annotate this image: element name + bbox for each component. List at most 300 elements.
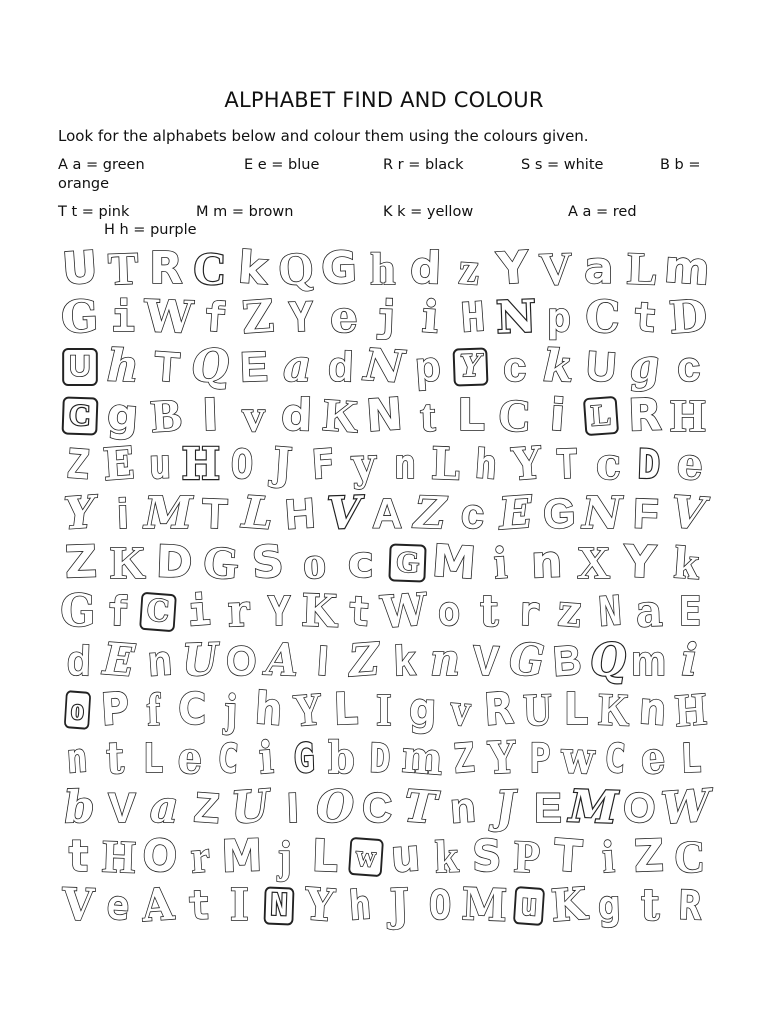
letter-glyph: O <box>315 781 354 833</box>
letter-cell <box>262 437 303 491</box>
letter-cell <box>280 293 323 342</box>
letter-glyph: C <box>192 241 227 295</box>
letter-cell <box>469 587 509 636</box>
letter-cell <box>629 829 670 883</box>
letter-cell <box>460 878 509 932</box>
letter-cell <box>99 829 140 883</box>
letter-glyph: b <box>63 780 96 834</box>
letter-cell <box>629 440 670 489</box>
letter-glyph: h <box>106 339 140 393</box>
letter-cell <box>232 342 275 391</box>
letter-glyph: d <box>327 342 355 390</box>
letter-glyph: k <box>236 241 270 295</box>
letter-cell <box>548 829 589 883</box>
letter-glyph: j <box>374 294 400 341</box>
letter-glyph: b <box>328 732 356 784</box>
letter-cell <box>426 832 467 881</box>
letter-cell <box>441 783 484 832</box>
letter-glyph: Q <box>189 339 231 393</box>
letter-row <box>58 583 710 639</box>
letter-glyph: Q <box>589 633 627 687</box>
letter-cell <box>345 832 386 881</box>
letter-glyph: K <box>597 682 631 736</box>
letter-cell <box>662 240 712 296</box>
letter-cell <box>99 633 140 687</box>
letter-cell <box>98 881 138 930</box>
letter-cell <box>509 881 549 930</box>
letter-cell <box>672 682 710 736</box>
letter-glyph: T <box>152 341 181 391</box>
letter-row <box>58 730 710 786</box>
key-b-label: B b = <box>660 157 701 173</box>
letter-cell <box>538 293 581 342</box>
letter-grid <box>58 240 712 934</box>
letter-cell <box>275 342 318 391</box>
letter-glyph: c <box>675 342 701 390</box>
letter-glyph: p <box>413 341 442 391</box>
letter-glyph: F <box>631 489 659 537</box>
letter-glyph: D <box>636 441 661 488</box>
letter-glyph: n <box>393 441 416 488</box>
letter-row <box>58 535 710 589</box>
letter-cell <box>262 633 303 687</box>
letter-cell <box>624 489 667 538</box>
letter-glyph: J <box>389 879 411 931</box>
letter-cell <box>536 391 579 440</box>
letter-row <box>58 388 710 442</box>
key-a-green: A a = green <box>58 157 145 173</box>
letter-glyph: r <box>188 829 212 883</box>
letter-cell <box>524 535 571 589</box>
letter-glyph: g <box>627 339 662 393</box>
letter-cell <box>477 538 524 587</box>
letter-cell <box>99 437 140 491</box>
letter-glyph: Q <box>276 241 316 295</box>
letter-glyph: G <box>388 543 427 582</box>
letter-cell <box>549 878 589 932</box>
letter-cell <box>425 437 466 491</box>
letter-glyph: T <box>106 241 139 295</box>
letter-glyph: J <box>271 437 295 491</box>
letter-glyph: L <box>457 389 485 441</box>
letter-glyph: N <box>264 886 295 925</box>
letter-cell <box>58 290 101 344</box>
letter-cell <box>231 241 274 295</box>
letter-row <box>58 779 712 835</box>
letter-glyph: M <box>220 829 264 883</box>
letter-glyph: v <box>242 389 265 441</box>
letter-cell <box>319 342 362 391</box>
letter-glyph: Y <box>487 731 517 785</box>
letter-glyph: c <box>595 438 621 490</box>
key-h-purple: H h = purple <box>104 222 197 238</box>
letter-glyph: W <box>379 583 429 639</box>
letter-glyph: m <box>400 730 444 786</box>
letter-glyph: t <box>346 587 372 636</box>
letter-cell <box>664 535 711 589</box>
letter-cell <box>314 783 357 832</box>
letter-cell <box>521 734 559 783</box>
letter-glyph: K <box>321 388 361 442</box>
letter-cell <box>365 489 408 538</box>
letter-cell <box>484 783 527 832</box>
letter-cell <box>327 685 365 734</box>
letter-cell <box>406 342 449 391</box>
letter-cell <box>194 293 237 342</box>
letter-cell <box>557 685 595 734</box>
letter-glyph: T <box>552 829 584 883</box>
letter-glyph: Y <box>510 437 543 491</box>
letter-glyph: J <box>494 781 517 833</box>
letter-cell <box>445 734 483 783</box>
letter-glyph: a <box>282 340 312 392</box>
letter-cell <box>58 486 101 540</box>
letter-cell <box>670 881 710 930</box>
letter-glyph: L <box>583 395 619 435</box>
letter-glyph: d <box>280 388 314 442</box>
letter-cell <box>247 731 285 785</box>
letter-glyph: B <box>551 635 583 685</box>
letter-cell <box>180 440 222 489</box>
letter-glyph: h <box>253 682 285 736</box>
letter-glyph: p <box>547 294 572 341</box>
key-t-pink: T t = pink <box>58 204 130 220</box>
letter-glyph: c <box>502 342 526 390</box>
letter-glyph: K <box>300 584 338 638</box>
letter-glyph: h <box>346 881 373 930</box>
letter-cell <box>101 339 144 393</box>
letter-glyph: m <box>631 636 667 684</box>
letter-glyph: f <box>106 588 131 635</box>
letter-cell <box>420 881 460 930</box>
letter-row <box>58 290 710 344</box>
key-m-brown: M m = brown <box>196 204 294 220</box>
letter-cell <box>228 780 271 834</box>
letter-cell <box>507 832 548 881</box>
letter-glyph: E <box>101 437 137 491</box>
letter-glyph: L <box>332 683 359 735</box>
letter-cell <box>303 440 344 489</box>
letter-cell <box>58 734 96 783</box>
letter-cell <box>506 633 547 687</box>
letter-cell <box>495 290 538 344</box>
letter-glyph: L <box>240 486 275 540</box>
letter-cell <box>509 587 549 636</box>
letter-glyph: I <box>229 879 249 931</box>
letter-cell <box>101 241 144 295</box>
letter-cell <box>339 587 379 636</box>
letter-glyph: t <box>418 389 436 441</box>
letter-cell <box>538 489 581 538</box>
letter-cell <box>480 682 518 736</box>
letter-cell <box>580 342 623 391</box>
letter-cell <box>366 293 409 342</box>
letter-glyph: E <box>534 783 562 831</box>
letter-cell <box>547 636 588 685</box>
letter-cell <box>259 587 299 636</box>
letter-cell <box>466 636 507 685</box>
letter-cell <box>384 440 425 489</box>
letter-cell <box>186 783 229 832</box>
letter-cell <box>285 734 323 783</box>
letter-cell <box>568 780 619 834</box>
letter-glyph: E <box>497 486 535 540</box>
letter-glyph: e <box>105 881 131 930</box>
key-k-yellow: K k = yellow <box>383 204 474 220</box>
letter-cell <box>406 391 449 440</box>
key-b-orange-wrap: orange <box>58 176 110 192</box>
letter-glyph: Y <box>495 241 531 295</box>
letter-glyph: t <box>632 293 659 342</box>
letter-glyph: Y <box>291 682 324 736</box>
letter-glyph: L <box>563 683 589 735</box>
key-a-red: A a = red <box>568 204 637 220</box>
letter-cell <box>193 489 236 538</box>
letter-cell <box>138 878 178 932</box>
letter-cell <box>337 538 384 587</box>
letter-glyph: M <box>430 535 478 589</box>
letter-cell <box>449 342 492 391</box>
letter-cell <box>667 486 710 540</box>
letter-glyph: t <box>105 732 125 784</box>
letter-glyph: i <box>185 587 212 636</box>
letter-glyph: U <box>522 682 553 736</box>
letter-cell <box>101 783 144 832</box>
letter-glyph: c <box>459 488 487 538</box>
letter-cell <box>547 440 588 489</box>
letter-glyph: k <box>392 636 416 684</box>
letter-glyph: M <box>568 780 619 834</box>
letter-glyph: Z <box>192 782 222 832</box>
letter-glyph: U <box>181 633 220 687</box>
letter-glyph: N <box>596 587 623 636</box>
letter-glyph: Y <box>288 294 314 341</box>
letter-cell <box>145 388 188 442</box>
letter-cell <box>589 587 629 636</box>
letter-glyph: V <box>538 241 574 295</box>
letter-cell <box>188 391 231 440</box>
letter-cell <box>362 339 406 393</box>
letter-cell <box>344 440 385 489</box>
letter-glyph: j <box>223 683 239 735</box>
letter-glyph: N <box>364 388 404 442</box>
letter-cell <box>670 587 710 636</box>
letter-glyph: a <box>149 781 180 833</box>
letter-glyph: G <box>201 535 241 589</box>
letter-cell <box>429 587 469 636</box>
letter-glyph: P <box>529 735 551 782</box>
letter-glyph: T <box>200 489 228 537</box>
letter-cell <box>588 633 629 687</box>
key-e-blue: E e = blue <box>244 157 320 173</box>
letter-cell <box>340 881 380 930</box>
letter-glyph: u <box>147 441 172 488</box>
letter-cell <box>323 293 366 342</box>
letter-cell <box>134 734 172 783</box>
letter-glyph: G <box>507 633 546 687</box>
letter-cell <box>188 339 231 393</box>
letter-cell <box>451 489 494 538</box>
letter-cell <box>259 881 299 930</box>
letter-cell <box>659 779 712 835</box>
letter-cell <box>403 682 441 736</box>
letter-cell <box>222 440 263 489</box>
letter-cell <box>365 685 403 734</box>
letter-glyph: W <box>143 290 195 344</box>
letter-cell <box>527 783 570 832</box>
letter-glyph: n <box>65 734 89 783</box>
letter-cell <box>467 832 508 881</box>
letter-cell <box>379 583 429 639</box>
letter-cell <box>633 682 671 736</box>
letter-cell <box>180 829 221 883</box>
letter-row <box>58 682 710 736</box>
letter-cell <box>623 388 666 442</box>
letter-cell <box>322 486 365 540</box>
letter-cell <box>323 734 361 783</box>
letter-glyph: N <box>362 339 406 393</box>
instruction-text: Look for the alphabets below and colour them using the colours given. <box>58 127 589 145</box>
letter-cell <box>448 241 491 295</box>
letter-cell <box>58 878 98 932</box>
letter-glyph: I <box>315 636 330 684</box>
letter-cell <box>409 290 452 344</box>
letter-cell <box>493 342 536 391</box>
letter-cell <box>452 293 495 342</box>
letter-glyph: i <box>116 489 130 537</box>
letter-glyph: O <box>140 829 179 883</box>
letter-cell <box>491 241 534 295</box>
letter-glyph: C <box>584 290 621 344</box>
letter-cell <box>667 342 710 391</box>
letter-cell <box>250 682 288 736</box>
letter-cell <box>96 734 134 783</box>
letter-glyph: i <box>110 294 135 341</box>
letter-glyph: R <box>677 882 702 929</box>
letter-cell <box>58 587 98 636</box>
letter-cell <box>618 783 661 832</box>
letter-glyph: E <box>678 588 702 635</box>
letter-glyph: R <box>149 242 184 294</box>
letter-glyph: L <box>430 437 461 491</box>
letter-glyph: g <box>407 682 437 736</box>
letter-glyph: c <box>347 536 374 588</box>
letter-cell <box>143 783 186 832</box>
letter-cell <box>384 636 425 685</box>
letter-glyph: d <box>65 636 92 684</box>
letter-cell <box>58 241 101 295</box>
letter-glyph: Z <box>347 633 381 687</box>
letter-cell <box>101 388 144 442</box>
letter-cell <box>630 587 670 636</box>
letter-glyph: H <box>670 389 707 441</box>
letter-cell <box>211 685 249 734</box>
letter-glyph: G <box>292 735 316 782</box>
letter-cell <box>145 244 188 293</box>
letter-cell <box>188 241 231 295</box>
letter-glyph: n <box>530 535 564 589</box>
letter-glyph: Z <box>65 440 92 489</box>
letter-glyph: R <box>627 388 663 442</box>
letter-glyph: C <box>61 396 98 435</box>
letter-cell <box>493 388 536 442</box>
letter-glyph: D <box>368 735 391 782</box>
letter-cell <box>220 829 264 883</box>
letter-cell <box>589 881 629 930</box>
letter-glyph: V <box>325 486 362 540</box>
letter-cell <box>386 829 427 883</box>
letter-glyph: U <box>228 780 271 834</box>
letter-glyph: k <box>433 830 460 882</box>
letter-glyph: u <box>389 829 423 883</box>
letter-glyph: m <box>662 240 712 296</box>
letter-glyph: Z <box>452 734 476 783</box>
letter-cell <box>58 342 101 391</box>
letter-cell <box>58 832 99 881</box>
letter-glyph: C <box>603 734 628 783</box>
letter-glyph: H <box>181 438 221 490</box>
letter-glyph: d <box>409 241 443 295</box>
letter-glyph: R <box>482 682 516 736</box>
letter-glyph: W <box>659 779 712 835</box>
letter-cell <box>58 636 99 685</box>
letter-cell <box>343 633 384 687</box>
letter-cell <box>559 731 597 785</box>
letter-cell <box>597 734 635 783</box>
letter-glyph: y <box>351 438 377 490</box>
letter-glyph: w <box>348 836 384 876</box>
letter-glyph: t <box>68 830 89 882</box>
letter-cell <box>209 734 247 783</box>
letter-cell <box>361 734 399 783</box>
letter-glyph: G <box>60 585 96 637</box>
letter-cell <box>408 486 451 540</box>
letter-glyph: F <box>310 440 337 489</box>
letter-glyph: t <box>640 879 660 931</box>
letter-glyph: t <box>186 882 211 929</box>
letter-cell <box>588 440 629 489</box>
letter-glyph: n <box>146 635 174 685</box>
letter-row <box>58 829 710 883</box>
letter-glyph: a <box>584 242 614 294</box>
letter-cell <box>624 293 667 342</box>
letter-cell <box>356 783 399 832</box>
letter-cell <box>669 636 710 685</box>
letter-cell <box>101 293 144 342</box>
letter-cell <box>58 535 105 589</box>
letter-cell <box>466 440 507 489</box>
letter-glyph: k <box>541 339 574 393</box>
letter-row <box>58 633 710 687</box>
letter-cell <box>399 730 446 786</box>
letter-glyph: C <box>674 830 706 882</box>
letter-cell <box>232 391 275 440</box>
letter-glyph: O <box>621 782 658 832</box>
letter-cell <box>629 636 670 685</box>
letter-glyph: e <box>177 732 204 784</box>
letter-cell <box>58 780 101 834</box>
letter-cell <box>617 535 664 589</box>
letter-glyph: o <box>63 690 90 730</box>
letter-cell <box>299 584 339 638</box>
letter-glyph: U <box>62 348 97 386</box>
letter-glyph: I <box>285 783 299 831</box>
letter-cell <box>580 391 623 440</box>
letter-cell <box>288 682 326 736</box>
letter-glyph: u <box>513 885 545 925</box>
letter-glyph: L <box>680 735 703 782</box>
page-title: ALPHABET FIND AND COLOUR <box>224 88 544 112</box>
